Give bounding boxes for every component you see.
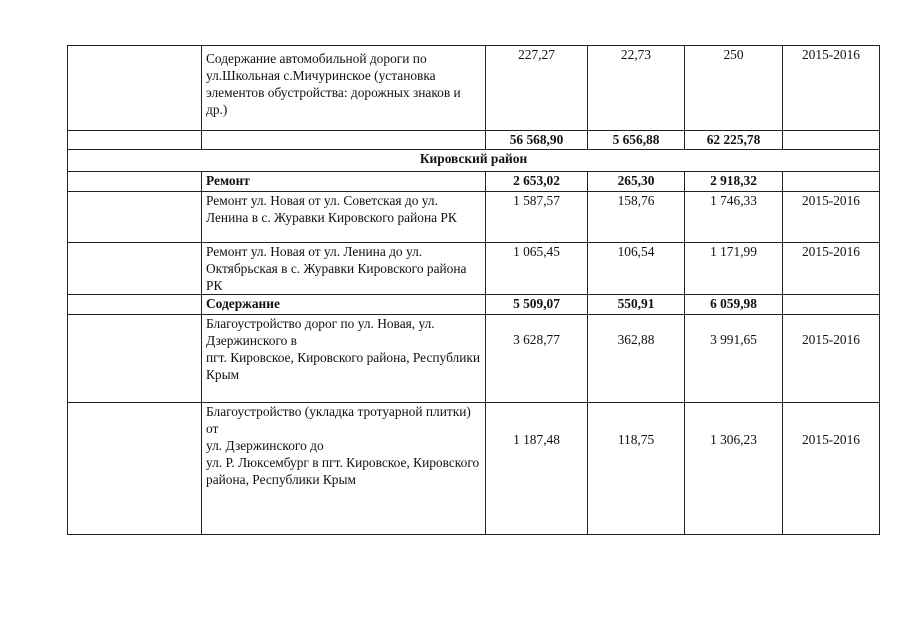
section-title: Кировский район (68, 150, 880, 172)
total-cell: 56 568,90 (486, 131, 588, 150)
empty-cell (68, 243, 202, 295)
value-cell: 106,54 (588, 243, 685, 295)
period-cell (783, 295, 880, 315)
period-cell: 2015-2016 (783, 46, 880, 131)
period-cell: 2015-2016 (783, 243, 880, 295)
empty-cell (68, 295, 202, 315)
value-cell: 227,27 (486, 46, 588, 131)
subtotal-row (68, 295, 880, 315)
value-cell: 1 187,48 (486, 403, 588, 535)
table-row (68, 403, 880, 535)
value-cell: 3 991,65 (685, 315, 783, 403)
total-cell: 5 656,88 (588, 131, 685, 150)
total-cell: 6 059,98 (685, 295, 783, 315)
empty-cell (68, 131, 202, 150)
category-label: Ремонт (202, 172, 486, 192)
value-cell: 1 171,99 (685, 243, 783, 295)
table-row (68, 315, 880, 403)
total-cell: 2 918,32 (685, 172, 783, 192)
budget-table (67, 45, 880, 535)
table-row (68, 46, 880, 131)
value-cell: 1 746,33 (685, 192, 783, 243)
total-row (68, 131, 880, 150)
empty-cell (68, 172, 202, 192)
empty-cell (68, 403, 202, 535)
total-cell: 5 509,07 (486, 295, 588, 315)
description-line: ул. Р. Люксембург в пгт. Кировское, Кировского района, Республики Крым (206, 455, 480, 487)
section-header-row (68, 150, 880, 172)
category-label: Содержание (202, 295, 486, 315)
description-cell (202, 403, 486, 535)
empty-cell (68, 192, 202, 243)
period-cell (783, 172, 880, 192)
value-cell: 1 587,57 (486, 192, 588, 243)
description-line: Благоустройство (укладка тротуарной плитки) от (206, 404, 471, 436)
description-cell (202, 315, 486, 403)
description-line: Благоустройство дорог по ул. Новая, ул. Дзержинского в (206, 316, 435, 348)
total-cell: 550,91 (588, 295, 685, 315)
period-cell (783, 131, 880, 150)
value-cell: 158,76 (588, 192, 685, 243)
description-cell: Содержание автомобильной дороги по ул.Школьная с.Мичуринское (установка элементов обустройства: дорожных знаков и др.) (202, 46, 486, 131)
empty-cell (68, 315, 202, 403)
total-cell: 265,30 (588, 172, 685, 192)
description-line: ул. Дзержинского до (206, 438, 324, 453)
description-cell: Ремонт ул. Новая от ул. Ленина до ул. Октябрьская в с. Журавки Кировского района РК (202, 243, 486, 295)
value-cell: 22,73 (588, 46, 685, 131)
value-cell: 1 306,23 (685, 403, 783, 535)
subtotal-row (68, 172, 880, 192)
table-row (68, 192, 880, 243)
period-cell: 2015-2016 (783, 403, 880, 535)
description-cell (202, 131, 486, 150)
total-cell: 62 225,78 (685, 131, 783, 150)
value-cell: 362,88 (588, 315, 685, 403)
period-cell: 2015-2016 (783, 192, 880, 243)
description-cell: Ремонт ул. Новая от ул. Советская до ул. Ленина в с. Журавки Кировского района РК (202, 192, 486, 243)
total-cell: 2 653,02 (486, 172, 588, 192)
value-cell: 250 (685, 46, 783, 131)
period-cell: 2015-2016 (783, 315, 880, 403)
empty-cell (68, 46, 202, 131)
description-line: пгт. Кировское, Кировского района, Республики Крым (206, 350, 481, 382)
value-cell: 1 065,45 (486, 243, 588, 295)
value-cell: 3 628,77 (486, 315, 588, 403)
value-cell: 118,75 (588, 403, 685, 535)
table-row (68, 243, 880, 295)
